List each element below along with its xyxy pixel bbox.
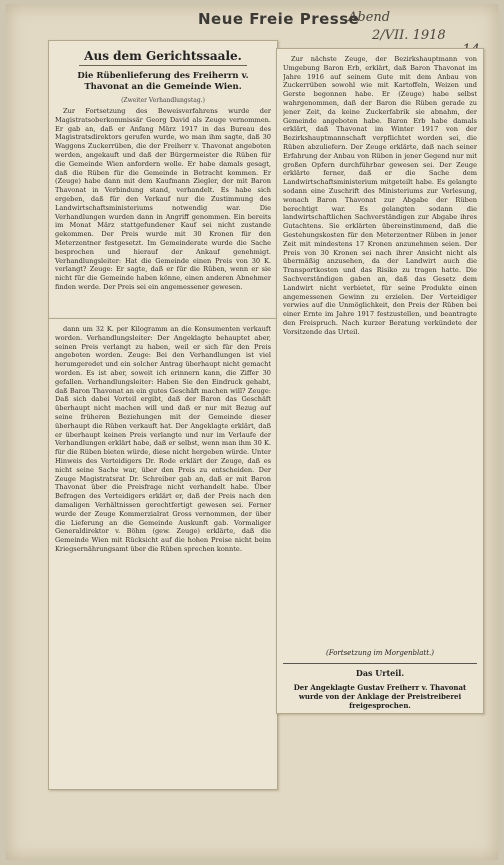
article-column-2 — [55, 325, 271, 783]
session-note: (Zweiter Verhandlungstag.) — [121, 97, 205, 104]
handwritten-date: 2/VII. 1918 — [372, 28, 446, 43]
article-subheading: Die Rübenlieferung des Freiherrn v. Thavonat an die Gemeinde Wien. — [77, 71, 249, 92]
article-column-1 — [55, 107, 271, 313]
article-heading: Aus dem Gerichtssaale. — [84, 49, 242, 63]
newspaper-masthead: Neue Freie Presse — [198, 10, 360, 28]
clipping-third-column — [276, 48, 484, 714]
column-1-text: Zur Fortsetzung des Beweisverfahrens wurde der Magistratsoberkommissär Georg David als Zeuge vernommen. Er gab an, daß er Anfang März 1917 in das Bureau des Magistratsdirektors gerufen wurde, wo man ihm sagte, daß 30 Waggons Zuckerrüben, die der Freiherr v. Thavonat angeboten werden, angekauft und daß der Bürgermeister die Rüben für die Gemeinde Wien anfordern wolle. Er habe damals gesagt, daß die Rüben für die Gemeinde in Betracht kommen. Er (Zeuge) habe dann mit dem Kaufmann Ziegler, der mit Baron Thavonat in Verbindung stand, verhandelt. Es habe sich ergeben, daß für den Verkauf nur die Zustimmung des Landwirtschaftsministeriums notwendig war. Die Verhandlungen wurden dann in Angriff genommen. Ein bereits im Monat März stattgefundener Kauf sei nicht zustande gekommen. Der Preis wurde mit 30 Kronen für den Meterzentner festgesetzt. Im Gemeinderate wurde die Sache besprochen und hierauf der Ankauf genehmigt. Verhandlungsleiter: Hat die Gemeinde einen Preis von 30 K. verlangt? Zeuge: Er sagte, daß er für die Rüben, wenn er sie nicht für die Gemeinde haben könne, einen anderen Abnehmer finden werde. Der Preis sei ein angemessener gewesen. — [55, 107, 271, 291]
section-divider — [283, 663, 477, 664]
handwritten-edition: Abend — [348, 10, 391, 25]
article-column-3 — [283, 55, 477, 643]
column-2-text: dann um 32 K. per Kilogramm an die Konsumenten verkauft worden. Verhandlungsleiter: Der Angeklagte behauptet aber, seinen Preis verlangt zu haben, weil er sich für den Preis angeboten worden. Zeuge: Bei den Verhandlungen ist viel herumgeredet und ein solcher Antrag überhaupt nicht gemacht worden. Es ist aber, soweit ich erinnern kann, die Ziffer 30 gefallen. Verhandlungsleiter: Haben Sie den Eindruck gehabt, daß Baron Thavonat an ein gutes Geschäft machen will? Zeuge: Daß sich dabei Vorteil ergibt, daß der Baron das Geschäft überhaupt nicht machen will und daß er nur mit Bezug auf seine früheren Beziehungen mit der Gemeinde dieser überhaupt die Rüben verkauft hat. Der Angeklagte erklärt, daß er überhaupt keinen Preis verlangte und nur im Verlaufe der Verhandlungen erklärt habe, daß er selbst, wenn man ihm 30 K. für die Rüben bieten würde, diese nicht hergeben würde. Unter Hinweis des Verteidigers Dr. Rode erklärt der Zeuge, daß es nicht seine Sache war, über den Preis zu entscheiden. Der Zeuge Magistratsrat Dr. Schreiber gab an, daß er mit Baron Thavonat über die Preisfrage nicht verhandelt habe. Über Befragen des Verteidigers erklärt er, daß der Preis nach den damaligen Verhältnissen gerechtfertigt gewesen sei. Ferner wurde der Zeuge Kommerzialrat Gross vernommen, der über die Lieferung an die Gemeinde Auskunft gab. Vormaliger Generaldirektor v. Böhm (gew. Zeuge) erklärte, daß die Gemeinde Wien mit Rücksicht auf die hohen Preise nicht beim Kriegsernährungsamt über die Rüben sprechen konnte. — [55, 325, 271, 553]
verdict-text: Der Angeklagte Gustav Freiherr v. Thavonat wurde von der Anklage der Preistreiberei freigesprochen. — [293, 683, 467, 710]
heading-rule — [79, 65, 247, 66]
clipping-headline-column — [48, 40, 278, 320]
verdict-heading: Das Urteil. — [355, 668, 405, 678]
continued-note: (Fortsetzung im Morgenblatt.) — [326, 649, 434, 657]
clipping-second-column — [48, 318, 278, 790]
archive-sheet — [6, 4, 498, 860]
column-3-text: Zur nächste Zeuge, der Bezirkshauptmann von Umgebung Baron Erb, erklärt, daß Baron Thavonat im Jahre 1916 auf seinem Gute mit dem Anbau von Zuckerrüben sowohl wie mit Kartoffeln, Weizen und Gerste begonnen habe. Er (Zeuge) habe selbst wahrgenommen, daß der Baron die Rüben gerade zu jener Zeit, da keine Zuckerfabrik sie abnahm, der Gemeinde angeboten habe. Baron Erb habe damals erklärt, daß Thavonat im Winter 1917 von der Bezirkshauptmannschaft verpflichtet worden sei, die Rüben abzuliefern. Der Zeuge erklärte, daß nach seiner Erfahrung der Anbau von Rüben in jener Gegend nur mit großen Opfern durchführbar gewesen sei. Der Zeuge erklärte ferner, daß er die Sache dem Landwirtschaftsministerium mitgeteilt habe. Es gelangte sodann eine Zuschrift des Ministeriums zur Verlesung, wonach Baron Thavonat zur Abgabe der Rüben berechtigt war. Es gelangten sodann die landwirtschaftlichen Sachverständigen zur Abgabe ihres Gutachtens. Sie erklärten übereinstimmend, daß die Gestehungskosten für den Meterzentner Rüben in jener Zeit mit mindestens 17 Kronen anzunehmen seien. Der Preis von 30 Kronen sei nach ihrer Ansicht nicht als übermäßig anzusehen, da der Landwirt auch die Transportkosten und das Risiko zu tragen hatte. Die Sachverständigen gaben an, daß das Gesetz dem Landwirt nicht verbietet, für seine Produkte einen angemessenen Gewinn zu erzielen. Der Verteidiger verwies auf die Unmöglichkeit, den Preis der Rüben bei einer Ernte im Jahre 1917 festzustellen, und beantragte den Freispruch. Nach kurzer Beratung verkündete der Vorsitzende das Urteil. — [283, 55, 477, 336]
